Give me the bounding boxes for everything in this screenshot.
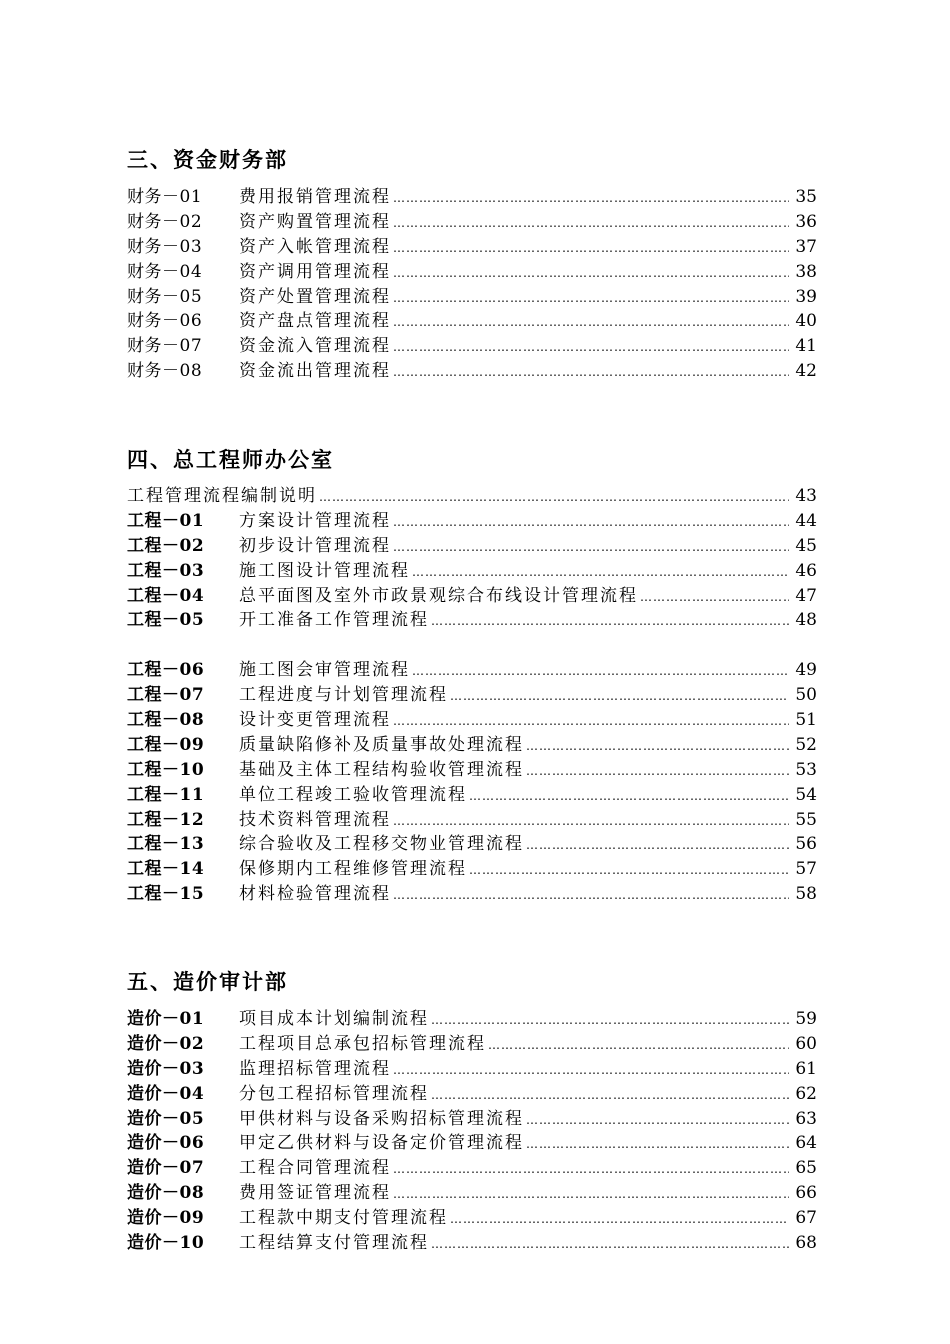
toc-entry[interactable]	[127, 1131, 817, 1156]
entry-page-number: 66	[795, 1183, 817, 1204]
entry-code: 财务－06	[127, 311, 203, 332]
entry-title: 初步设计管理流程	[239, 535, 391, 556]
entry-code: 财务－01	[127, 187, 203, 207]
entry-code: 造价－09	[127, 1208, 205, 1229]
entry-title: 综合验收及工程移交物业管理流程	[239, 834, 524, 855]
entry-page-number: 64	[795, 1133, 817, 1154]
entry-title: 甲供材料与设备采购招标管理流程	[239, 1108, 524, 1129]
dot-leader	[393, 709, 789, 734]
entry-code: 造价－10	[127, 1233, 205, 1254]
dot-leader	[431, 1083, 789, 1108]
toc-entry[interactable]	[127, 758, 817, 783]
entry-code: 造价－04	[127, 1083, 205, 1104]
entry-title: 资产入帐管理流程	[239, 236, 391, 257]
dot-leader	[393, 186, 789, 211]
entry-page-number: 40	[795, 311, 817, 332]
entry-title: 费用报销管理流程	[239, 187, 391, 207]
dot-leader	[450, 1207, 789, 1232]
entry-title: 工程款中期支付管理流程	[239, 1208, 448, 1229]
dot-leader	[488, 1033, 789, 1058]
entry-page-number: 63	[795, 1108, 817, 1129]
entry-page-number: 60	[795, 1033, 817, 1054]
toc-entry[interactable]	[127, 1231, 817, 1256]
entry-title: 资产盘点管理流程	[239, 311, 391, 332]
dot-leader	[393, 1182, 789, 1207]
entry-title: 保修期内工程维修管理流程	[239, 859, 467, 880]
toc-entry[interactable]	[127, 534, 817, 559]
entry-code: 造价－07	[127, 1158, 205, 1179]
entry-page-number: 54	[795, 784, 817, 805]
entry-code: 工程－06	[127, 660, 205, 681]
entry-title: 施工图设计管理流程	[239, 560, 410, 581]
toc-entry[interactable]	[127, 484, 817, 509]
dot-leader	[393, 809, 789, 834]
entry-code: 工程－11	[127, 784, 205, 805]
toc-list-cost-audit	[127, 1007, 817, 1256]
entry-page-number: 47	[795, 585, 817, 606]
entry-title: 施工图会审管理流程	[239, 660, 410, 681]
entry-title: 资产处置管理流程	[239, 286, 391, 307]
entry-title: 单位工程竣工验收管理流程	[239, 784, 467, 805]
entry-page-number: 53	[795, 759, 817, 780]
entry-title: 方案设计管理流程	[239, 510, 391, 531]
toc-list-engineering	[127, 484, 817, 907]
entry-title: 监理招标管理流程	[239, 1058, 391, 1079]
entry-page-number: 50	[795, 685, 817, 706]
entry-code: 工程－05	[127, 610, 205, 631]
dot-leader	[393, 1157, 789, 1182]
dot-leader	[431, 1008, 789, 1033]
toc-entry[interactable]	[127, 309, 817, 334]
entry-code: 造价－05	[127, 1108, 205, 1129]
entry-page-number: 55	[795, 809, 817, 830]
entry-code: 工程－04	[127, 585, 205, 606]
toc-entry[interactable]	[127, 334, 817, 359]
entry-title: 工程进度与计划管理流程	[239, 685, 448, 706]
entry-code: 造价－08	[127, 1183, 205, 1204]
toc-entry[interactable]	[127, 1007, 817, 1032]
entry-page-number: 51	[795, 710, 817, 731]
entry-code: 财务－07	[127, 336, 203, 357]
dot-leader	[526, 833, 789, 858]
dot-leader	[526, 1108, 789, 1133]
entry-page-number: 59	[795, 1009, 817, 1029]
entry-title: 工程管理流程编制说明	[127, 486, 317, 506]
entry-page-number: 39	[795, 286, 817, 307]
entry-page-number: 58	[795, 884, 817, 905]
dot-leader	[393, 883, 789, 908]
entry-code: 财务－03	[127, 236, 203, 257]
entry-code: 财务－04	[127, 261, 203, 282]
toc-entry[interactable]	[127, 708, 817, 733]
entry-title: 分包工程招标管理流程	[239, 1083, 429, 1104]
entry-page-number: 42	[795, 361, 817, 382]
entry-code: 工程－07	[127, 685, 205, 706]
toc-entry[interactable]	[127, 509, 817, 534]
toc-entry[interactable]	[127, 733, 817, 758]
entry-title: 工程项目总承包招标管理流程	[239, 1033, 486, 1054]
dot-leader	[526, 734, 789, 759]
entry-title: 工程结算支付管理流程	[239, 1233, 429, 1254]
entry-title: 质量缺陷修补及质量事故处理流程	[239, 734, 524, 755]
entry-page-number: 48	[795, 610, 817, 631]
entry-code: 工程－03	[127, 560, 205, 581]
toc-entry[interactable]	[127, 1082, 817, 1107]
entry-title: 材料检验管理流程	[239, 884, 391, 905]
dot-leader	[450, 684, 789, 709]
entry-code: 造价－02	[127, 1033, 205, 1054]
entry-page-number: 65	[795, 1158, 817, 1179]
entry-page-number: 52	[795, 734, 817, 755]
dot-leader	[469, 858, 789, 883]
toc-entry[interactable]	[127, 359, 817, 384]
entry-page-number: 49	[795, 660, 817, 681]
dot-leader	[431, 609, 789, 634]
entry-code: 财务－02	[127, 211, 203, 232]
dot-leader	[393, 261, 789, 286]
entry-page-number: 43	[795, 486, 817, 506]
entry-title: 资金流出管理流程	[239, 361, 391, 382]
toc-entry[interactable]	[127, 783, 817, 808]
toc-entry[interactable]	[127, 1057, 817, 1082]
entry-page-number: 68	[795, 1233, 817, 1254]
toc-entry[interactable]	[127, 882, 817, 907]
dot-leader	[640, 585, 789, 610]
toc-entry[interactable]	[127, 683, 817, 708]
entry-page-number: 57	[795, 859, 817, 880]
dot-leader	[469, 784, 789, 809]
entry-title: 设计变更管理流程	[239, 710, 391, 731]
entry-code: 工程－13	[127, 834, 205, 855]
toc-entry[interactable]	[127, 808, 817, 833]
entry-code: 造价－01	[127, 1009, 205, 1029]
entry-page-number: 62	[795, 1083, 817, 1104]
dot-leader	[412, 659, 789, 684]
section-heading-finance: 三、资金财务部	[127, 147, 288, 172]
toc-entry[interactable]	[127, 559, 817, 584]
toc-entry[interactable]	[127, 210, 817, 235]
entry-code: 工程－09	[127, 734, 205, 755]
entry-code: 造价－06	[127, 1133, 205, 1154]
entry-page-number: 41	[795, 336, 817, 357]
dot-leader	[393, 236, 789, 261]
entry-code: 工程－15	[127, 884, 205, 905]
entry-page-number: 56	[795, 834, 817, 855]
toc-entry[interactable]	[127, 832, 817, 857]
toc-entry[interactable]	[127, 658, 817, 683]
entry-page-number: 61	[795, 1058, 817, 1079]
entry-page-number: 46	[795, 560, 817, 581]
entry-title: 开工准备工作管理流程	[239, 610, 429, 631]
toc-entry[interactable]	[127, 857, 817, 882]
entry-page-number: 38	[795, 261, 817, 282]
entry-title: 工程合同管理流程	[239, 1158, 391, 1179]
toc-entry[interactable]	[127, 1156, 817, 1181]
dot-leader	[393, 535, 789, 560]
entry-title: 资产购置管理流程	[239, 211, 391, 232]
entry-code: 财务－08	[127, 361, 203, 382]
toc-list-finance	[127, 185, 817, 384]
entry-title: 资金流入管理流程	[239, 336, 391, 357]
entry-title: 甲定乙供材料与设备定价管理流程	[239, 1133, 524, 1154]
dot-leader	[393, 1058, 789, 1083]
dot-leader	[393, 335, 789, 360]
entry-title: 资产调用管理流程	[239, 261, 391, 282]
entry-page-number: 45	[795, 535, 817, 556]
dot-leader	[393, 211, 789, 236]
entry-code: 工程－12	[127, 809, 205, 830]
dot-leader	[412, 560, 789, 585]
toc-entry[interactable]	[127, 1181, 817, 1206]
entry-code: 造价－03	[127, 1058, 205, 1079]
entry-code: 工程－01	[127, 510, 205, 531]
dot-leader	[393, 286, 789, 311]
entry-page-number: 44	[795, 510, 817, 531]
dot-leader	[526, 759, 789, 784]
entry-page-number: 37	[795, 236, 817, 257]
dot-leader	[393, 310, 789, 335]
entry-title: 费用签证管理流程	[239, 1183, 391, 1204]
entry-code: 工程－10	[127, 759, 205, 780]
entry-title: 总平面图及室外市政景观综合布线设计管理流程	[239, 585, 638, 606]
dot-leader	[319, 485, 789, 510]
toc-entry[interactable]	[127, 1206, 817, 1231]
toc-entry[interactable]	[127, 584, 817, 609]
dot-leader	[393, 510, 789, 535]
entry-code: 工程－14	[127, 859, 205, 880]
dot-leader	[431, 1232, 789, 1257]
toc-entry[interactable]	[127, 1032, 817, 1057]
toc-entry[interactable]	[127, 185, 817, 210]
toc-entry[interactable]	[127, 235, 817, 260]
toc-entry[interactable]	[127, 285, 817, 310]
entry-page-number: 36	[795, 211, 817, 232]
section-heading-cost-audit: 五、造价审计部	[127, 969, 288, 994]
entry-code: 工程－08	[127, 710, 205, 731]
dot-leader	[526, 1132, 789, 1157]
entry-page-number: 67	[795, 1208, 817, 1229]
entry-title: 基础及主体工程结构验收管理流程	[239, 759, 524, 780]
toc-entry[interactable]	[127, 608, 817, 633]
dot-leader	[393, 360, 789, 385]
entry-title: 项目成本计划编制流程	[239, 1009, 429, 1029]
entry-title: 技术资料管理流程	[239, 809, 391, 830]
toc-entry[interactable]	[127, 1107, 817, 1132]
entry-page-number: 35	[795, 187, 817, 207]
toc-entry[interactable]	[127, 260, 817, 285]
entry-code: 财务－05	[127, 286, 203, 307]
section-heading-engineering: 四、总工程师办公室	[127, 447, 334, 472]
entry-code: 工程－02	[127, 535, 205, 556]
